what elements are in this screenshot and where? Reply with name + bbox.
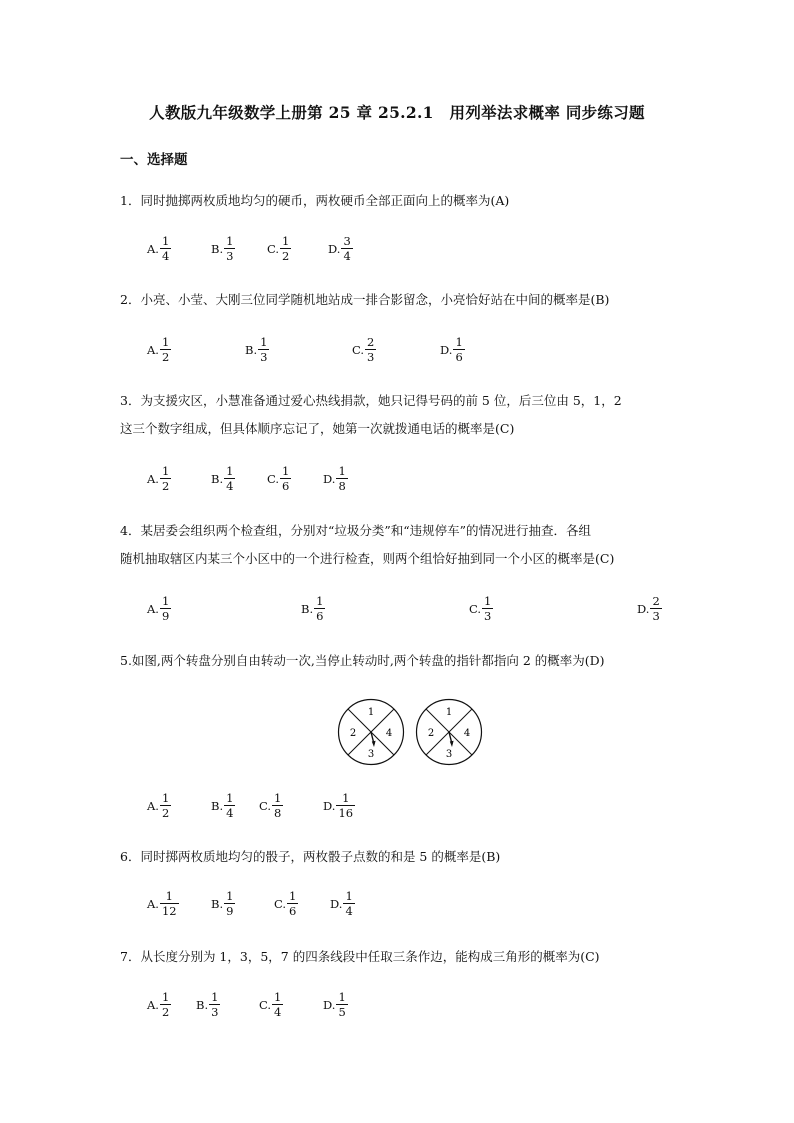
question-3	[120, 387, 622, 443]
fraction-denominator: 3	[652, 609, 660, 623]
answer-option	[440, 335, 465, 364]
option-fraction	[272, 791, 283, 820]
option-label: A.	[147, 241, 159, 256]
spinner-right	[417, 700, 482, 765]
option-label: C.	[352, 342, 365, 357]
option-fraction	[224, 889, 235, 918]
option-label: A.	[147, 342, 159, 357]
spinner-label: 2	[349, 728, 357, 739]
answer-option	[211, 234, 235, 263]
option-label: B.	[211, 471, 224, 486]
answer-option	[147, 594, 171, 623]
option-label: D.	[328, 241, 341, 256]
option-fraction	[482, 594, 493, 623]
fraction-denominator: 4	[161, 249, 170, 263]
option-fraction	[160, 234, 171, 263]
question-text: 2．小亮、小莹、大刚三位同学随机地站成一排合影留念，小亮恰好站在中间的概率是(B)	[120, 292, 610, 307]
option-fraction	[160, 889, 179, 918]
spinner-label: 3	[445, 749, 453, 760]
fraction-denominator: 4	[345, 904, 353, 918]
answer-option	[323, 464, 348, 493]
fraction-numerator: 1	[338, 990, 346, 1004]
option-label: D.	[330, 896, 343, 911]
option-fraction	[650, 594, 661, 623]
option-fraction	[160, 464, 171, 493]
answer-option	[147, 335, 171, 364]
spinner-left	[339, 700, 404, 765]
answer-option	[211, 464, 235, 493]
page-title: 人教版九年级数学上册第 25 章 25.2.1 用列举法求概率 同步练习题	[149, 103, 645, 122]
answer-option	[352, 335, 376, 364]
answer-option	[637, 594, 662, 623]
fraction-numerator: 1	[274, 990, 282, 1004]
option-fraction	[314, 594, 325, 623]
fraction-numerator: 3	[343, 234, 351, 248]
option-label: D.	[440, 342, 453, 357]
question-4	[120, 517, 614, 573]
fraction-denominator: 3	[367, 350, 375, 364]
option-fraction	[341, 234, 352, 263]
fraction-denominator: 2	[161, 806, 170, 820]
option-label: B.	[196, 997, 209, 1012]
fraction-denominator: 16	[338, 806, 354, 820]
fraction-denominator: 8	[274, 806, 282, 820]
answer-option	[147, 464, 171, 493]
answer-option	[147, 889, 179, 918]
option-fraction	[453, 335, 464, 364]
fraction-numerator: 1	[161, 990, 170, 1004]
fraction-denominator: 4	[226, 479, 234, 493]
spinner-label: 4	[463, 728, 471, 739]
option-fraction	[224, 234, 235, 263]
answer-option	[267, 234, 291, 263]
option-fraction	[160, 594, 171, 623]
question-text: 这三个数字组成，但具体顺序忘记了，她第一次就拨通电话的概率是(C)	[120, 421, 515, 436]
fraction-numerator: 1	[161, 335, 170, 349]
option-fraction	[336, 990, 347, 1019]
fraction-denominator: 12	[161, 904, 177, 918]
answer-option	[267, 464, 291, 493]
answer-option	[469, 594, 493, 623]
fraction-denominator: 4	[274, 1005, 282, 1019]
option-fraction	[160, 335, 171, 364]
option-label: B.	[211, 241, 224, 256]
answer-option	[323, 791, 355, 820]
fraction-numerator: 1	[226, 464, 234, 478]
fraction-numerator: 1	[161, 594, 170, 608]
fraction-numerator: 1	[282, 234, 290, 248]
option-fraction	[365, 335, 376, 364]
fraction-numerator: 1	[161, 234, 170, 248]
fraction-numerator: 2	[652, 594, 660, 608]
fraction-numerator: 1	[484, 594, 492, 608]
option-fraction	[280, 464, 291, 493]
option-label: C.	[469, 601, 482, 616]
question-2	[120, 286, 609, 314]
spinner-label: 1	[367, 707, 375, 718]
fraction-numerator: 1	[282, 464, 290, 478]
fraction-numerator: 1	[316, 594, 324, 608]
option-fraction	[280, 234, 291, 263]
fraction-denominator: 6	[316, 609, 324, 623]
answer-option	[147, 234, 171, 263]
spinner-label: 2	[427, 728, 435, 739]
fraction-denominator: 6	[455, 350, 463, 364]
question-1	[120, 187, 509, 215]
option-fraction	[160, 990, 171, 1019]
option-fraction	[160, 791, 171, 820]
question-text: 4．某居委会组织两个检查组，分别对“垃圾分类”和“违规停车”的情况进行抽查．各组	[120, 523, 592, 538]
answer-option	[274, 889, 298, 918]
fraction-denominator: 8	[338, 479, 346, 493]
option-fraction	[272, 990, 283, 1019]
fraction-numerator: 1	[161, 791, 170, 805]
fraction-denominator: 3	[484, 609, 492, 623]
fraction-numerator: 1	[165, 889, 173, 903]
fraction-denominator: 6	[282, 479, 290, 493]
option-label: C.	[267, 241, 280, 256]
fraction-numerator: 1	[455, 335, 463, 349]
option-label: C.	[274, 896, 287, 911]
answer-option	[301, 594, 325, 623]
fraction-numerator: 1	[226, 234, 234, 248]
option-fraction	[224, 464, 235, 493]
option-label: A.	[147, 997, 159, 1012]
fraction-denominator: 9	[161, 609, 170, 623]
option-fraction	[336, 791, 355, 820]
fraction-numerator: 1	[226, 889, 234, 903]
option-fraction	[287, 889, 298, 918]
question-5	[120, 647, 605, 675]
question-text: 随机抽取辖区内某三个小区中的一个进行检查，则两个组恰好抽到同一个小区的概率是(C)	[120, 551, 615, 566]
fraction-numerator: 1	[338, 464, 346, 478]
option-label: B.	[245, 342, 258, 357]
answer-option	[211, 889, 235, 918]
option-label: A.	[147, 601, 159, 616]
fraction-denominator: 2	[282, 249, 290, 263]
spinner-label: 3	[367, 749, 375, 760]
option-label: B.	[301, 601, 314, 616]
answer-option	[259, 791, 283, 820]
fraction-numerator: 1	[211, 990, 219, 1004]
option-fraction	[258, 335, 269, 364]
fraction-numerator: 1	[289, 889, 297, 903]
fraction-denominator: 3	[226, 249, 234, 263]
section-heading: 一、选择题	[120, 152, 188, 168]
fraction-denominator: 5	[338, 1005, 346, 1019]
fraction-numerator: 1	[274, 791, 282, 805]
answer-option	[259, 990, 283, 1019]
option-label: D.	[323, 471, 336, 486]
question-text: 6．同时掷两枚质地均匀的骰子，两枚骰子点数的和是 5 的概率是(B)	[120, 849, 501, 864]
answer-option	[147, 791, 171, 820]
option-label: D.	[323, 798, 336, 813]
fraction-denominator: 2	[161, 350, 170, 364]
option-fraction	[209, 990, 220, 1019]
option-fraction	[343, 889, 354, 918]
answer-option	[245, 335, 269, 364]
answer-option	[211, 791, 235, 820]
option-label: D.	[323, 997, 336, 1012]
fraction-denominator: 2	[161, 1005, 170, 1019]
fraction-numerator: 1	[226, 791, 234, 805]
option-label: A.	[147, 471, 159, 486]
fraction-numerator: 2	[367, 335, 375, 349]
question-7	[120, 943, 600, 971]
fraction-denominator: 9	[226, 904, 234, 918]
answer-option	[196, 990, 220, 1019]
option-label: A.	[147, 798, 159, 813]
answer-option	[147, 990, 171, 1019]
fraction-denominator: 6	[289, 904, 297, 918]
question-text: 7．从长度分别为 1，3，5，7 的四条线段中任取三条作边，能构成三角形的概率为(C)	[120, 949, 600, 964]
option-label: B.	[211, 896, 224, 911]
option-label: A.	[147, 896, 159, 911]
option-label: C.	[259, 997, 272, 1012]
fraction-denominator: 3	[260, 350, 268, 364]
option-fraction	[336, 464, 347, 493]
spinner-label: 1	[445, 707, 453, 718]
option-fraction	[224, 791, 235, 820]
answer-option	[330, 889, 355, 918]
fraction-denominator: 2	[161, 479, 170, 493]
fraction-denominator: 4	[226, 806, 234, 820]
spinner-label: 4	[385, 728, 393, 739]
question-6	[120, 843, 500, 871]
question-text: 3．为支援灾区，小慧准备通过爱心热线捐款，她只记得号码的前 5 位，后三位由 5，1，2	[120, 393, 622, 408]
option-label: D.	[637, 601, 650, 616]
spinner-figure	[336, 697, 486, 771]
fraction-denominator: 4	[343, 249, 351, 263]
option-label: C.	[267, 471, 280, 486]
answer-option	[323, 990, 348, 1019]
fraction-numerator: 1	[260, 335, 268, 349]
answer-option	[328, 234, 353, 263]
fraction-numerator: 1	[161, 464, 170, 478]
question-text: 5.如图,两个转盘分别自由转动一次,当停止转动时,两个转盘的指针都指向 2 的概率为(D)	[120, 653, 605, 668]
question-text: 1．同时抛掷两枚质地均匀的硬币，两枚硬币全部正面向上的概率为(A)	[120, 193, 510, 208]
option-label: C.	[259, 798, 272, 813]
fraction-numerator: 1	[342, 791, 350, 805]
option-label: B.	[211, 798, 224, 813]
fraction-numerator: 1	[345, 889, 353, 903]
fraction-denominator: 3	[211, 1005, 219, 1019]
